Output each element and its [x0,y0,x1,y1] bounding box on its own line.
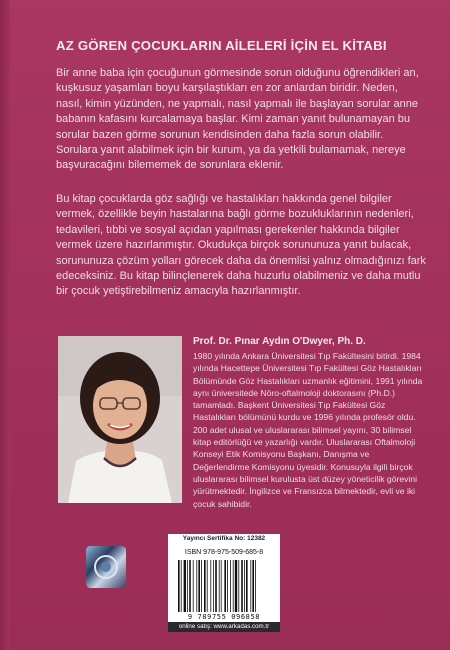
description-paragraph: Bu kitap çocuklarda göz sağlığı ve hastalıkları hakkında genel bilgiler vermek, özellikle beyin hastalarına bağlı görme bozukluklarının nedenleri, tedavileri, tıbbi ve sosyal açıdan yapılması gerekenler hakkında bilgiler vermek üzere hazırlanmıştır. Okudukça birçok sorununuza yanıt bulacak, sorununuza çözüm yolları görecek daha da önemlisi yalnız olmadığınızı fark edeceksiniz. Bu kitap bilinçlenerek daha huzurlu olabilmeniz ve daha mutlu bir çocuk yetiştirebilmeniz amacıyla hazırlanmıştır. [56,193,426,298]
hologram-sticker [86,546,126,588]
barcode-label [168,534,280,632]
online-sales-url[interactable]: online satış: www.arkadas.com.tr [168,622,280,632]
book-title: AZ GÖREN ÇOCUKLARIN AİLELERİ İÇİN EL KİTABI [56,38,387,53]
author-name: Prof. Dr. Pınar Aydın O'Dwyer, Ph. D. [193,336,366,347]
isbn-text: ISBN 978-975-509-685-8 [184,549,264,556]
barcode [176,560,274,612]
author-bio: 1980 yılında Ankara Üniversitesi Tıp Fakültesini bitirdi. 1984 yılında Hacettepe Üniversitesi Tıp Fakültesi Göz Hastalıkları Bölümünde Göz Hastalıkları uzmanlık eğitimini, 1991 yılında aynı üniversitede Nöro-oftalmoloji doktorasını (Ph.D.) tamamladı. Başkent Üniversitesi Tıp Fakültesi Göz Hastalıkları bölümünü kurdu ve 1996 yılında profesör oldu. 200 adet ulusal ve uluslararası bilimsel yayını, 30 bilimsel kitap editörlüğü ve yazarlığı vardır. Uluslararası Oftalmoloji Konseyi Etik Komisyonu Başkanı, Danışma ve Değerlendirme Komisyonu üyesidir. Konusuyla ilgili birçok uluslararası bilimsel kurulusta üst düzey yöneticilik görevini yürütmektedir. İngilizce ve Fransızca bilmektedir, evli ve iki çocuk sahibidir. [193,351,423,509]
barcode-digits: 9 789755 096858 [187,613,261,621]
author-photo [58,336,182,503]
intro-paragraph: Bir anne baba için çocuğunun görmesinde sorun olduğunu öğrendikleri an, kuşkusuz yaşamları boyu karşılaştıkları en zor anlardan biridir. Neden, nasıl, kimin yüzünden, ne yapmalı, nasıl yapmalı ile başlayan sorular anne babanın kafasını kurcalamaya başlar. Kimi zaman yanıt bulunamayan bu sorular bazen görme sorunun kendisinden daha fazla sorun olabilir. Sorulara yanıt alabilmek için bir kurum, ya da yetkili bulamamak, nereye başvuracağını bilememek de sorunlara eklenir. [56,67,419,172]
publisher-certificate: Yayıncı Sertifika No: 12382 [168,534,280,544]
